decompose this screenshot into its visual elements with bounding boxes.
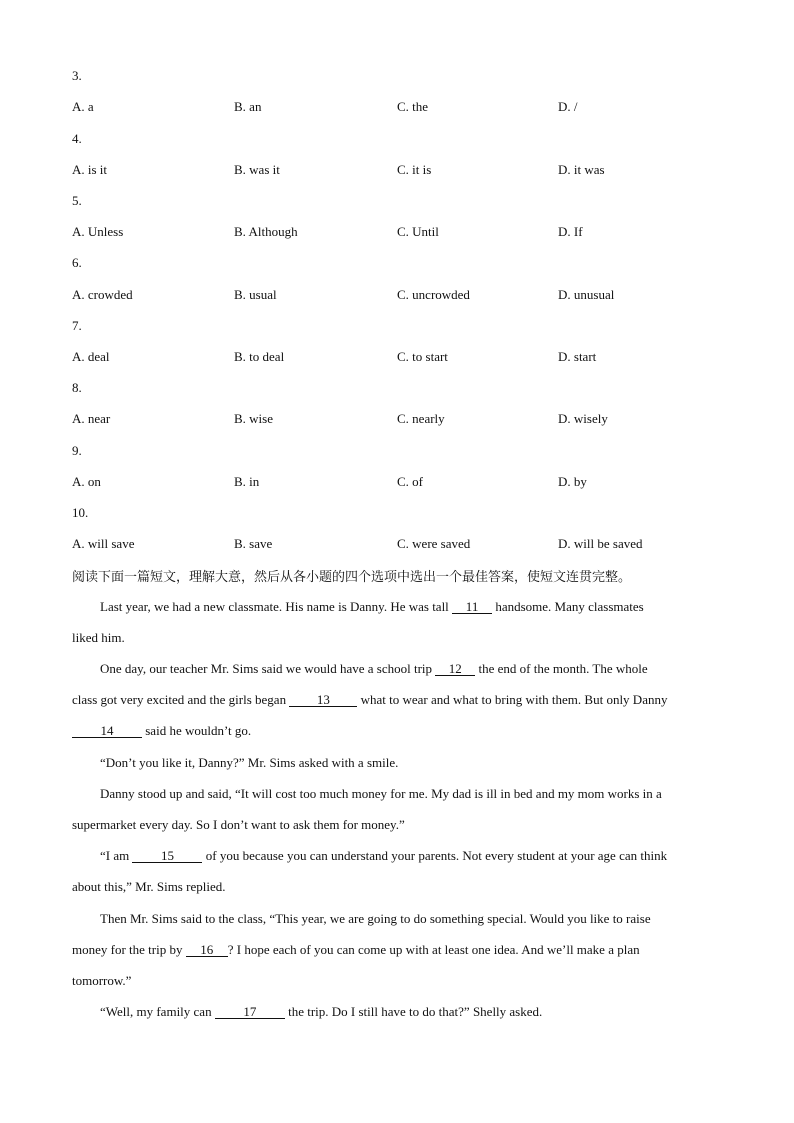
passage-line: “Well, my family can 17 the trip. Do I still have to do that?” Shelly asked.	[100, 1004, 543, 1019]
passage-line: “Don’t you like it, Danny?” Mr. Sims asked with a smile.	[100, 755, 399, 770]
option-c: C. nearly	[397, 411, 445, 426]
passage-line: 14 said he wouldn’t go.	[72, 723, 251, 739]
option-a: A. crowded	[72, 287, 133, 302]
passage-line: class got very excited and the girls began 13 what to wear and what to bring with them. But only Danny	[72, 692, 668, 707]
option-d: D. wisely	[558, 411, 608, 426]
blank-14: 14	[72, 724, 142, 738]
option-b: B. an	[234, 99, 262, 114]
option-a: A. is it	[72, 162, 108, 177]
passage-line: Then Mr. Sims said to the class, “This year, we are going to do something special. Would you like to raise	[100, 911, 651, 926]
blank-16: 16	[186, 943, 228, 957]
option-d: D. unusual	[558, 287, 615, 302]
option-d: D. it was	[558, 162, 605, 177]
option-b: B. usual	[234, 287, 277, 302]
option-c: C. it is	[397, 162, 432, 177]
option-a: A. will save	[72, 536, 135, 551]
question-options	[72, 536, 732, 556]
blank-12: 12	[435, 662, 475, 676]
passage-line: money for the trip by 16 ? I hope each of you can come up with at least one idea. And we’ll make a plan	[72, 942, 640, 957]
blank-15: 15	[132, 849, 202, 863]
question-number: 9.	[72, 443, 82, 458]
option-c: C. were saved	[397, 536, 471, 551]
passage-line: tomorrow.”	[72, 973, 132, 988]
passage-line: liked him.	[72, 630, 125, 645]
question-number: 6.	[72, 255, 82, 270]
passage-line: Danny stood up and said, “It will cost too much money for me. My dad is ill in bed and my mom works in a	[100, 786, 662, 801]
blank-17: 17	[215, 1005, 285, 1019]
option-c: C. Until	[397, 224, 439, 239]
question-number: 4.	[72, 131, 82, 146]
option-a: A. deal	[72, 349, 110, 364]
passage-line: Last year, we had a new classmate. His name is Danny. He was tall 11 handsome. Many classmates	[100, 599, 644, 614]
question-options	[72, 99, 732, 119]
option-a: A. on	[72, 474, 101, 489]
option-c: C. the	[397, 99, 429, 114]
option-a: A. Unless	[72, 224, 124, 239]
blank-13: 13	[289, 693, 357, 707]
option-c: C. uncrowded	[397, 287, 470, 302]
option-d: D. by	[558, 474, 587, 489]
option-b: B. wise	[234, 411, 273, 426]
option-c: C. to start	[397, 349, 448, 364]
question-number: 7.	[72, 318, 82, 333]
option-a: A. a	[72, 99, 94, 114]
option-a: A. near	[72, 411, 111, 426]
question-number: 8.	[72, 380, 82, 395]
blank-11: 11	[452, 600, 492, 614]
passage-line: “I am 15 of you because you can understand your parents. Not every student at your age can think	[100, 848, 668, 863]
option-b: B. was it	[234, 162, 280, 177]
option-d: D. start	[558, 349, 597, 364]
option-b: B. in	[234, 474, 260, 489]
section-instruction: 阅读下面一篇短文，理解大意，然后从各小题的四个选项中选出一个最佳答案，使短文连贯完整。	[72, 570, 632, 585]
question-number: 3.	[72, 68, 82, 83]
option-d: D. If	[558, 224, 583, 239]
option-b: B. Although	[234, 224, 298, 239]
passage-line: supermarket every day. So I don’t want to ask them for money.”	[72, 817, 405, 832]
option-b: B. save	[234, 536, 273, 551]
option-d: D. will be saved	[558, 536, 643, 551]
question-options	[72, 411, 732, 431]
option-b: B. to deal	[234, 349, 285, 364]
question-options	[72, 224, 732, 244]
passage-line: One day, our teacher Mr. Sims said we would have a school trip 12 the end of the month. The whole	[100, 661, 648, 676]
question-number: 5.	[72, 193, 82, 208]
question-options	[72, 162, 732, 182]
option-d: D. /	[558, 99, 578, 114]
question-options	[72, 287, 732, 307]
question-options	[72, 474, 732, 494]
option-c: C. of	[397, 474, 423, 489]
question-number: 10.	[72, 505, 89, 520]
passage-line: about this,” Mr. Sims replied.	[72, 879, 226, 894]
question-options	[72, 349, 732, 369]
